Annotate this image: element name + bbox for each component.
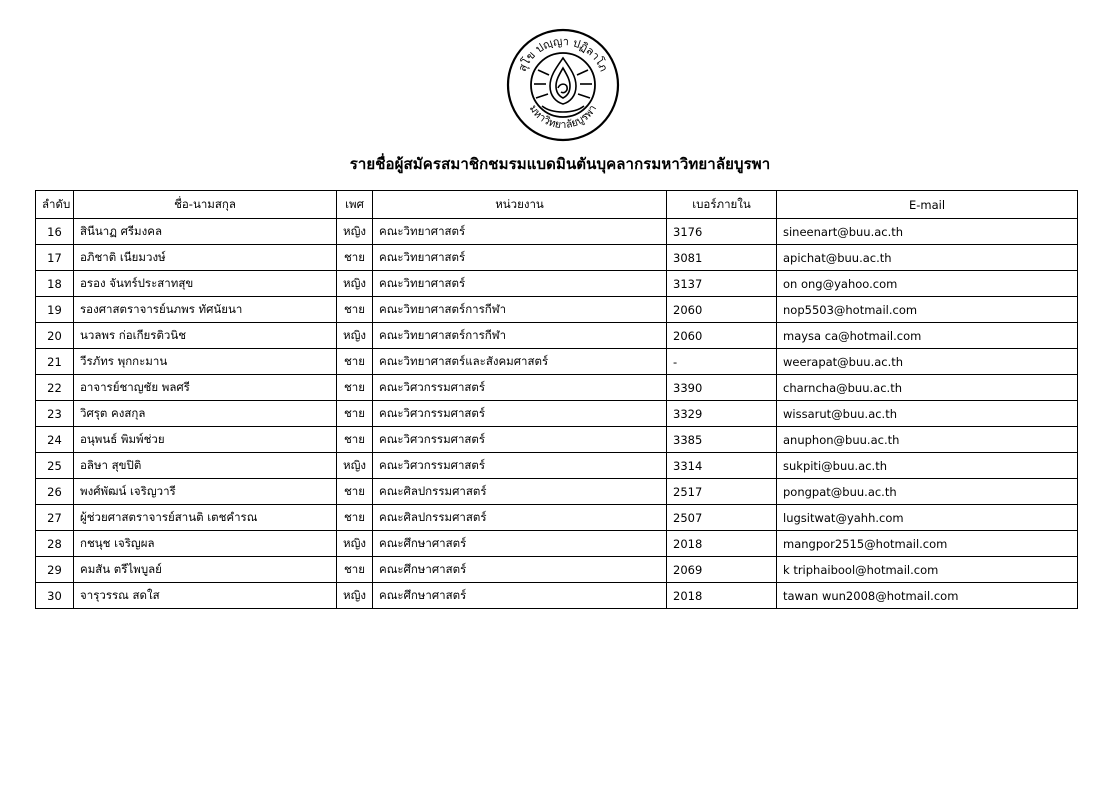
cell-ext: 3081 (667, 245, 777, 271)
member-table (35, 190, 1078, 609)
cell-name: อภิชาติ เนียมวงษ์ (74, 245, 337, 271)
cell-sex: หญิง (337, 531, 373, 557)
cell-sex: ชาย (337, 427, 373, 453)
cell-dept: คณะศึกษาศาสตร์ (373, 557, 667, 583)
cell-sex: ชาย (337, 245, 373, 271)
university-seal-icon (506, 28, 620, 142)
header-sex: เพศ (337, 191, 373, 219)
cell-dept: คณะวิศวกรรมศาสตร์ (373, 427, 667, 453)
cell-ext: - (667, 349, 777, 375)
cell-no: 26 (36, 479, 74, 505)
cell-no: 16 (36, 219, 74, 245)
cell-ext: 3390 (667, 375, 777, 401)
cell-name: นวลพร ก่อเกียรติวนิช (74, 323, 337, 349)
cell-sex: ชาย (337, 375, 373, 401)
table-row (36, 583, 1078, 609)
cell-ext: 3385 (667, 427, 777, 453)
cell-name: อนุพนธ์ พิมพ์ช่วย (74, 427, 337, 453)
cell-name: อรอง จันทร์ประสาทสุข (74, 271, 337, 297)
cell-email: anuphon@buu.ac.th (777, 427, 1078, 453)
cell-no: 24 (36, 427, 74, 453)
cell-name: อลิษา สุขปิติ (74, 453, 337, 479)
cell-dept: คณะศิลปกรรมศาสตร์ (373, 505, 667, 531)
cell-dept: คณะวิทยาศาสตร์การกีฬา (373, 297, 667, 323)
cell-dept: คณะวิทยาศาสตร์ (373, 271, 667, 297)
cell-sex: ชาย (337, 479, 373, 505)
cell-sex: หญิง (337, 583, 373, 609)
header-no: ลำดับ (36, 191, 74, 219)
cell-email: sineenart@buu.ac.th (777, 219, 1078, 245)
cell-dept: คณะวิทยาศาสตร์ (373, 245, 667, 271)
cell-sex: หญิง (337, 219, 373, 245)
cell-name: จารุวรรณ สดใส (74, 583, 337, 609)
table-row (36, 453, 1078, 479)
cell-email: nop5503@hotmail.com (777, 297, 1078, 323)
cell-ext: 3176 (667, 219, 777, 245)
table-row (36, 401, 1078, 427)
cell-ext: 2060 (667, 323, 777, 349)
cell-no: 23 (36, 401, 74, 427)
cell-no: 21 (36, 349, 74, 375)
cell-ext: 2069 (667, 557, 777, 583)
cell-ext: 2507 (667, 505, 777, 531)
cell-email: maysa ca@hotmail.com (777, 323, 1078, 349)
cell-sex: ชาย (337, 557, 373, 583)
table-row (36, 557, 1078, 583)
cell-no: 20 (36, 323, 74, 349)
cell-dept: คณะวิทยาศาสตร์และสังคมศาสตร์ (373, 349, 667, 375)
table-row (36, 323, 1078, 349)
cell-no: 25 (36, 453, 74, 479)
cell-ext: 2018 (667, 531, 777, 557)
cell-no: 30 (36, 583, 74, 609)
cell-no: 27 (36, 505, 74, 531)
table-row (36, 271, 1078, 297)
cell-email: apichat@buu.ac.th (777, 245, 1078, 271)
table-row (36, 427, 1078, 453)
cell-sex: ชาย (337, 401, 373, 427)
cell-name: อาจารย์ชาญชัย พลศรี (74, 375, 337, 401)
cell-ext: 3314 (667, 453, 777, 479)
cell-ext: 2060 (667, 297, 777, 323)
cell-no: 29 (36, 557, 74, 583)
cell-sex: หญิง (337, 271, 373, 297)
cell-no: 17 (36, 245, 74, 271)
cell-dept: คณะวิศวกรรมศาสตร์ (373, 453, 667, 479)
cell-dept: คณะศิลปกรรมศาสตร์ (373, 479, 667, 505)
cell-no: 22 (36, 375, 74, 401)
cell-ext: 2517 (667, 479, 777, 505)
table-row (36, 531, 1078, 557)
cell-email: sukpiti@buu.ac.th (777, 453, 1078, 479)
table-row (36, 479, 1078, 505)
cell-ext: 3329 (667, 401, 777, 427)
svg-text:มหาวิทยาลัยบูรพา: มหาวิทยาลัยบูรพา (526, 102, 600, 132)
cell-email: on ong@yahoo.com (777, 271, 1078, 297)
svg-text:สุโข ปญฺญา ปฏิลาโภ: สุโข ปญฺญา ปฏิลาโภ (515, 34, 611, 74)
cell-name: พงศ์พัฒน์ เจริญวารี (74, 479, 337, 505)
cell-sex: หญิง (337, 323, 373, 349)
cell-name: วีรภัทร พุกกะมาน (74, 349, 337, 375)
table-row (36, 505, 1078, 531)
cell-dept: คณะวิศวกรรมศาสตร์ (373, 401, 667, 427)
cell-dept: คณะวิทยาศาสตร์ (373, 219, 667, 245)
cell-ext: 3137 (667, 271, 777, 297)
cell-dept: คณะวิศวกรรมศาสตร์ (373, 375, 667, 401)
table-row (36, 297, 1078, 323)
table-row (36, 349, 1078, 375)
cell-dept: คณะศึกษาศาสตร์ (373, 583, 667, 609)
cell-sex: ชาย (337, 297, 373, 323)
header-ext: เบอร์ภายใน (667, 191, 777, 219)
table-row (36, 375, 1078, 401)
cell-email: tawan wun2008@hotmail.com (777, 583, 1078, 609)
cell-name: คมสัน ตรีไพบูลย์ (74, 557, 337, 583)
cell-email: charncha@buu.ac.th (777, 375, 1078, 401)
header-name: ชื่อ-นามสกุล (74, 191, 337, 219)
cell-name: กชนุช เจริญผล (74, 531, 337, 557)
table-row (36, 219, 1078, 245)
cell-no: 28 (36, 531, 74, 557)
cell-dept: คณะศึกษาศาสตร์ (373, 531, 667, 557)
cell-email: k triphaibool@hotmail.com (777, 557, 1078, 583)
cell-no: 19 (36, 297, 74, 323)
cell-sex: หญิง (337, 453, 373, 479)
page-title: รายชื่อผู้สมัครสมาชิกชมรมแบดมินตันบุคลากรมหาวิทยาลัยบูรพา (349, 155, 771, 173)
header-email: E-mail (777, 191, 1078, 219)
cell-name: วิศรุต คงสกุล (74, 401, 337, 427)
cell-no: 18 (36, 271, 74, 297)
cell-sex: ชาย (337, 505, 373, 531)
cell-name: รองศาสตราจารย์นภพร ทัศนัยนา (74, 297, 337, 323)
cell-ext: 2018 (667, 583, 777, 609)
table-row (36, 245, 1078, 271)
cell-email: pongpat@buu.ac.th (777, 479, 1078, 505)
cell-name: ผู้ช่วยศาสตราจารย์สานติ เตชคำรณ (74, 505, 337, 531)
cell-sex: ชาย (337, 349, 373, 375)
cell-name: สินีนาฏ ศรีมงคล (74, 219, 337, 245)
cell-email: lugsitwat@yahh.com (777, 505, 1078, 531)
cell-dept: คณะวิทยาศาสตร์การกีฬา (373, 323, 667, 349)
table-header-row (36, 191, 1078, 219)
cell-email: weerapat@buu.ac.th (777, 349, 1078, 375)
cell-email: mangpor2515@hotmail.com (777, 531, 1078, 557)
cell-email: wissarut@buu.ac.th (777, 401, 1078, 427)
header-dept: หน่วยงาน (373, 191, 667, 219)
